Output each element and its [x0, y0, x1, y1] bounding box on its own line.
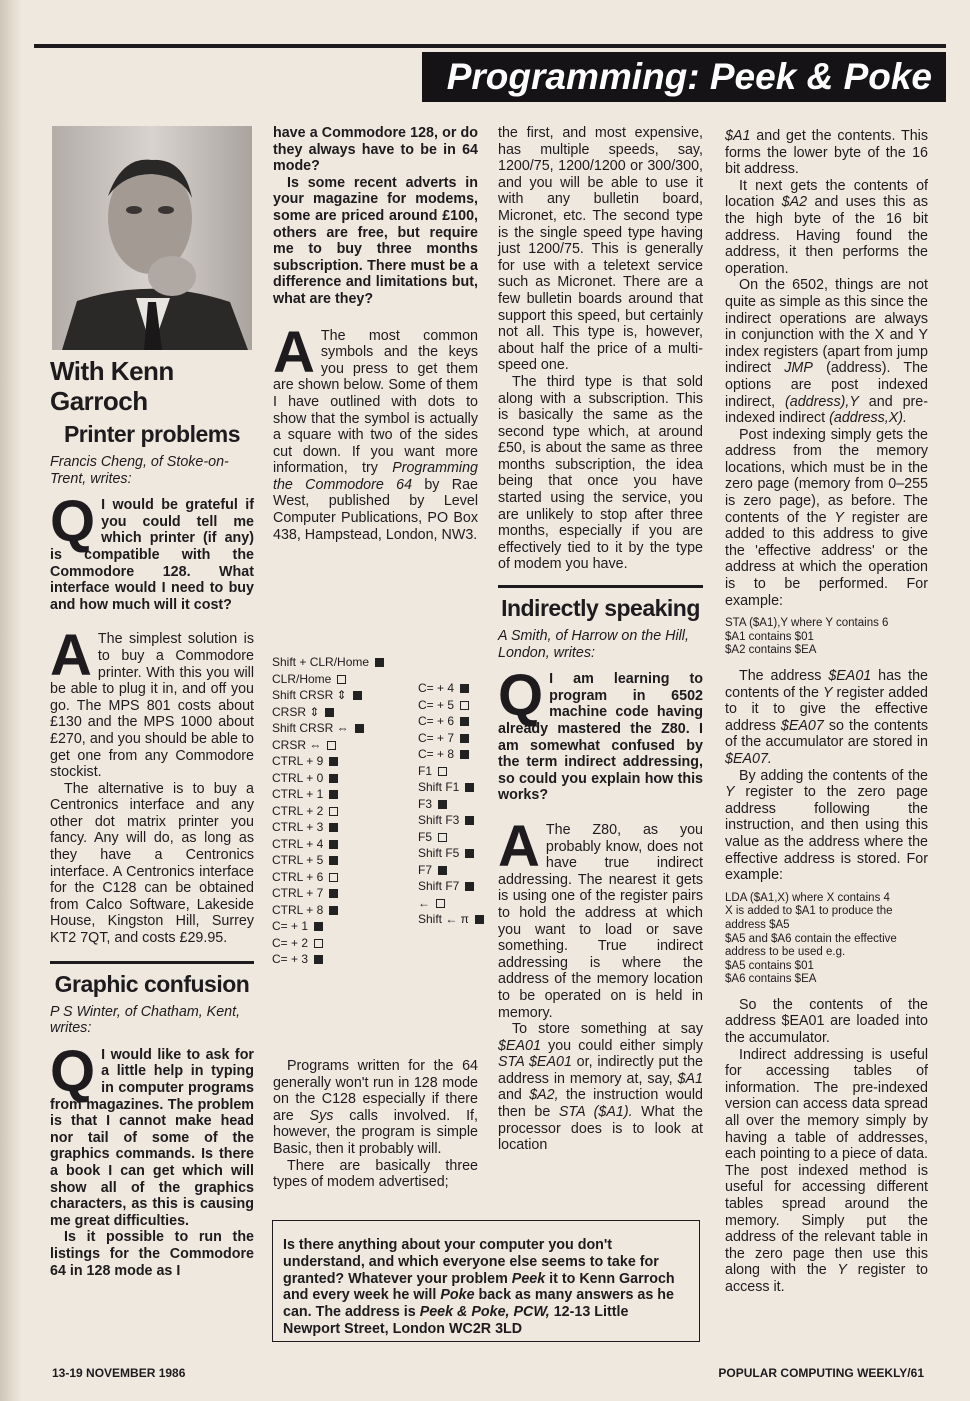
- graphic-symbol-icon: [314, 939, 323, 948]
- graphic-symbol-icon: [329, 807, 338, 816]
- indirect-cont-1: $A1 and get the contents. This forms the lower byte of the 16 bit address.: [725, 128, 928, 178]
- key-label: C= + 2: [272, 935, 309, 950]
- printer-problems-heading: Printer problems: [63, 421, 241, 447]
- indirect-cont-5: The address $EA01 has the contents of the Y register added to it to give the effective address $EA07 so the contents of the accumulator are stored in $EA07.: [725, 668, 928, 767]
- key-label: CTRL + 2: [272, 803, 324, 818]
- graphic-symbol-icon: [329, 774, 338, 783]
- graphic-symbol-icon: [355, 724, 364, 733]
- key-row: [418, 697, 488, 714]
- graphic-symbol-icon: [438, 800, 447, 809]
- indirect-cont-2: It next gets the contents of location $A2 and uses this as the high byte of the 16 bit address. Having found the address, it then performs the operation.: [725, 177, 928, 277]
- modem-types-2: The third type is that sold along with a subscription. This is basically the same as the second type which, at around £50, is about the same as three months subscription, the idea being that once you have started using the service, you are unlikely to stop after three months, especially if you are effectively tied to it by the type of modem you have.: [498, 373, 703, 573]
- key-row: [418, 779, 488, 796]
- key-label: Shift CRSR ⇕: [272, 688, 347, 702]
- key-row: [418, 911, 488, 928]
- key-label: CTRL + 0: [272, 770, 324, 785]
- key-label: C= + 5: [418, 697, 455, 712]
- answer-indirect-2: To store something at say $EA01 you could either simply STA $EA01 or, indirectly put the address in memory at, say, $A1 and $A2, the instruction would then be STA ($A1). What the processor does is to look at location: [498, 1021, 703, 1154]
- key-label: Shift CRSR ⇔: [272, 721, 349, 735]
- key-label: CTRL + 9: [272, 754, 324, 768]
- key-row: [272, 918, 402, 935]
- key-label: CTRL + 8: [272, 902, 324, 917]
- modem-types-1: the first, and most expensive, has multiple speeds, say, 1200/75, 1200/1200 or 300/300, and you will be able to use it with any bulletin board, Micronet, etc. The second type is the single speed type having just 1200/75. This is generally for use with a teletext service such as Micronet. There are a few bulletin boards around that support this speed, but certainly not all. This type is, however, about half the price of a multi-speed one.: [498, 125, 703, 374]
- graphic-symbol-icon: [460, 717, 469, 726]
- key-label: CTRL + 3: [272, 820, 324, 834]
- key-label: CTRL + 1: [272, 787, 324, 801]
- key-row: [272, 704, 402, 721]
- example-1: STA ($A1),Y where Y contains 6 $A1 contains $01 $A2 contains $EA: [725, 617, 889, 657]
- key-row: [272, 869, 402, 886]
- author-heading: With Kenn Garroch: [50, 356, 174, 416]
- indirect-cont-7: So the contents of the address $EA01 are loaded into the accumulator.: [725, 996, 928, 1047]
- key-label: CTRL + 6: [272, 869, 324, 884]
- question-modems: Is some recent adverts in your magazine for modems, some are priced around £100, others are free, but require me to buy three months subscription. There must be a difference and limitations but, what are they?: [273, 174, 478, 307]
- answer-printer: A The simplest solution is to buy a Commodore printer. With this you will be able to plug it in, and off you go. The MPS 801 costs about £130 and the MPS 1000 about £270, and you should be able to get one from any Commodore stockist.: [50, 623, 254, 781]
- key-label: ←: [418, 895, 430, 910]
- key-row: [418, 746, 488, 763]
- key-label: Shift F5: [418, 846, 460, 860]
- top-rule: [34, 44, 946, 48]
- graphic-symbol-icon: [460, 734, 469, 743]
- indirect-cont-4: Post indexing simply gets the address from the memory locations, which must be in the zero page (memory from 0–255 is zero page), as before. The contents of the Y register are added to this address to give the 'effective address' or the address at which the operation is to be performed. For example:: [725, 426, 928, 609]
- key-label: CRSR ⇕: [272, 704, 320, 719]
- key-label: C= + 7: [418, 730, 455, 745]
- graphic-symbol-icon: [329, 873, 338, 882]
- graphic-confusion-heading: Graphic confusion: [54, 970, 250, 997]
- key-label: C= + 1: [272, 919, 309, 933]
- answer-indirect: A The Z80, as you probably know, does not have true indirect addressing. The nearest it gets is using one of the register pairs to hold the address at which you want to load or save something. True indirect addressing is where the address of the memory location to be operated on is held in memory.: [498, 813, 703, 1021]
- graphic-symbol-icon: [460, 684, 469, 693]
- key-row: [272, 671, 402, 688]
- graphic-symbol-icon: [337, 675, 346, 684]
- key-row: [418, 895, 488, 912]
- key-row: [418, 796, 488, 813]
- graphic-symbol-icon: [375, 658, 384, 667]
- section-rule: [498, 585, 703, 588]
- key-row: [418, 730, 488, 747]
- question-graphics: Q I would like to ask for a little help in typing in computer programs from magazines. The problem is that I cannot make head nor tail of some of the graphics commands. Is there a book I can get which will show all of the graphics characters, as this is causing me great difficulties.: [50, 1038, 254, 1229]
- byline-winter: P S Winter, of Chatham, Kent, writes:: [50, 1003, 241, 1037]
- key-label: CTRL + 5: [272, 853, 324, 867]
- key-row: [418, 845, 488, 862]
- key-row: [418, 713, 488, 730]
- graphic-symbol-icon: [314, 922, 323, 931]
- key-label: F5: [418, 829, 433, 844]
- indirect-cont-6: By adding the contents of the Y register to the zero page address following the instruction, and then using this value as the address where the effective address is stored. For example:: [725, 767, 928, 884]
- graphic-symbol-icon: [329, 823, 338, 832]
- key-row: [272, 770, 402, 787]
- graphic-symbol-icon: [465, 849, 474, 858]
- key-label: CTRL + 7: [272, 886, 324, 900]
- example-2: LDA ($A1,X) where X contains 4 X is added to $A1 to produce the address $A5 $A5 and $A6 contain the effective address to be used e.g. $A5 contains $01 $A6 contains $EA: [725, 891, 897, 986]
- question-graphics-cont: have a Commodore 128, or do they always have to be in 64 mode?: [273, 125, 478, 175]
- graphic-symbol-icon: [314, 955, 323, 964]
- key-row: [272, 737, 402, 754]
- key-row: [272, 885, 402, 902]
- key-row: [418, 812, 488, 829]
- answer-programs: Programs written for the 64 generally won't run in 128 mode on the C128 especially if there are Sys calls involved. If, however, the program is simple Basic, then it probably will.: [273, 1058, 478, 1157]
- indirect-cont-3: On the 6502, things are not quite as simple as this since the indirect operations are always in conjunction with the X and Y index registers (apart from jump indirect JMP (address). The options are post indexed indirect, (address),Y and pre-indexed indirect (address,X).: [725, 277, 928, 427]
- graphic-symbol-icon: [329, 906, 338, 915]
- answer-printer-2: The alternative is to buy a Centronics interface and any other dot matrix printer you fancy. Any will do, as long as they have a Centronics interface. A Centronics interface for the C128 can be obtained from Calco Software, Lakeside House, Kingston Hill, Surrey KT2 7QT, and costs £29.95.: [50, 780, 254, 947]
- graphic-symbol-icon: [329, 889, 338, 898]
- key-label: CTRL + 4: [272, 836, 324, 851]
- column-1: [50, 356, 254, 1279]
- graphic-symbol-icon: [329, 840, 338, 849]
- key-label: C= + 4: [418, 681, 455, 695]
- graphic-symbol-icon: [438, 833, 447, 842]
- indirectly-speaking-heading: Indirectly speaking: [501, 595, 700, 622]
- key-row: [418, 763, 488, 780]
- key-row: [272, 951, 402, 968]
- page-title: Programming: Peek & Poke: [422, 52, 946, 102]
- section-rule: [50, 961, 254, 964]
- graphic-symbol-icon: [438, 767, 447, 776]
- key-label: C= + 3: [272, 952, 309, 966]
- key-row: [272, 803, 402, 820]
- graphic-symbol-icon: [436, 899, 445, 908]
- graphic-symbol-icon: [460, 750, 469, 759]
- question-graphics-2: Is it possible to run the listings for the Commodore 64 in 128 mode as I: [50, 1229, 254, 1279]
- key-label: C= + 8: [418, 747, 455, 761]
- key-row: [418, 878, 488, 895]
- graphic-symbol-icon: [353, 691, 362, 700]
- graphic-symbol-icon: [465, 783, 474, 792]
- key-label: C= + 6: [418, 714, 455, 728]
- key-row: [272, 753, 402, 770]
- footer-page: POPULAR COMPUTING WEEKLY/61: [718, 1366, 924, 1380]
- key-row: [272, 935, 402, 952]
- column-4: [725, 128, 928, 1296]
- callout-box: Is there anything about your computer you don't understand, and which everyone else seems to take for granted? Whatever your problem Peek it to Kenn Garroch and every week he will Poke back as many answers as he can. The address is Peek & Poke, PCW, 12-13 Little Newport Street, London WC2R 3LD: [272, 1220, 700, 1342]
- key-label: F7: [418, 862, 433, 877]
- key-label: Shift + CLR/Home: [272, 655, 370, 669]
- column-2: [273, 125, 478, 543]
- key-list-right: [418, 680, 488, 928]
- key-label: F1: [418, 763, 433, 778]
- key-label: F3: [418, 796, 433, 811]
- key-label: Shift F3: [418, 813, 460, 827]
- author-photo: [52, 126, 252, 350]
- graphic-symbol-icon: [460, 701, 469, 710]
- answer-graphics: A The most common symbols and the keys you press to get them are shown below. Some of them I have outlined with dots to show that the symbol is actually a square with two of the sides cut down. If you want more information, try Programming the Commodore 64 by Rae West, published by Level Computer Publications, PO Box 438, Hampstead, London, NW3.: [273, 319, 478, 543]
- key-label: CLR/Home: [272, 671, 332, 686]
- key-label: Shift F1: [418, 780, 460, 794]
- graphic-symbol-icon: [329, 790, 338, 799]
- key-row: [272, 654, 402, 671]
- key-list-left: [272, 654, 402, 968]
- graphic-symbol-icon: [465, 882, 474, 891]
- graphic-symbol-icon: [438, 866, 447, 875]
- key-row: [272, 902, 402, 919]
- key-row: [272, 720, 402, 737]
- key-row: [272, 819, 402, 836]
- column-2-lower: [273, 1058, 478, 1191]
- question-indirect: Q I am learning to program in 6502 machine code having already mastered the Z80. I am somewhat confused by the term indirect addressing, so could you explain how this works?: [498, 663, 703, 804]
- page-edge: [0, 0, 22, 1401]
- key-row: [272, 836, 402, 853]
- byline-cheng: Francis Cheng, of Stoke-on-Trent, writes:: [50, 454, 229, 487]
- graphic-symbol-icon: [325, 708, 334, 717]
- question-printer: Q I would be grateful if you could tell me which printer (if any) is compatible with the Commodore 128. What interface would I need to buy and how much will it cost?: [50, 489, 254, 613]
- answer-modems-start: There are basically three types of modem advertised;: [273, 1157, 478, 1191]
- key-row: [418, 680, 488, 697]
- graphic-symbol-icon: [475, 915, 484, 924]
- column-3: [498, 125, 703, 1154]
- footer-date: 13-19 NOVEMBER 1986: [52, 1366, 186, 1380]
- indirect-cont-8: Indirect addressing is useful for accessing tables of information. The pre-indexed version can access data spread all over the memory simply by having a table of addresses, each pointing to a piece of data. The post indexed method is useful for accessing different tables spread around the memory. Simply put the address of the relevant table in the zero page then use this along with the Y register to access it.: [725, 1046, 928, 1295]
- byline-smith: A Smith, of Harrow on the Hill, London, writes:: [498, 628, 689, 661]
- key-row: [272, 687, 402, 704]
- key-label: CRSR ⇔: [272, 737, 322, 752]
- key-row: [418, 829, 488, 846]
- graphic-symbol-icon: [329, 757, 338, 766]
- key-label: Shift ← π: [418, 912, 469, 926]
- graphic-symbol-icon: [327, 741, 336, 750]
- key-row: [272, 852, 402, 869]
- graphic-symbol-icon: [465, 816, 474, 825]
- key-label: Shift F7: [418, 879, 460, 893]
- key-row: [272, 786, 402, 803]
- graphic-symbol-icon: [329, 856, 338, 865]
- key-row: [418, 862, 488, 879]
